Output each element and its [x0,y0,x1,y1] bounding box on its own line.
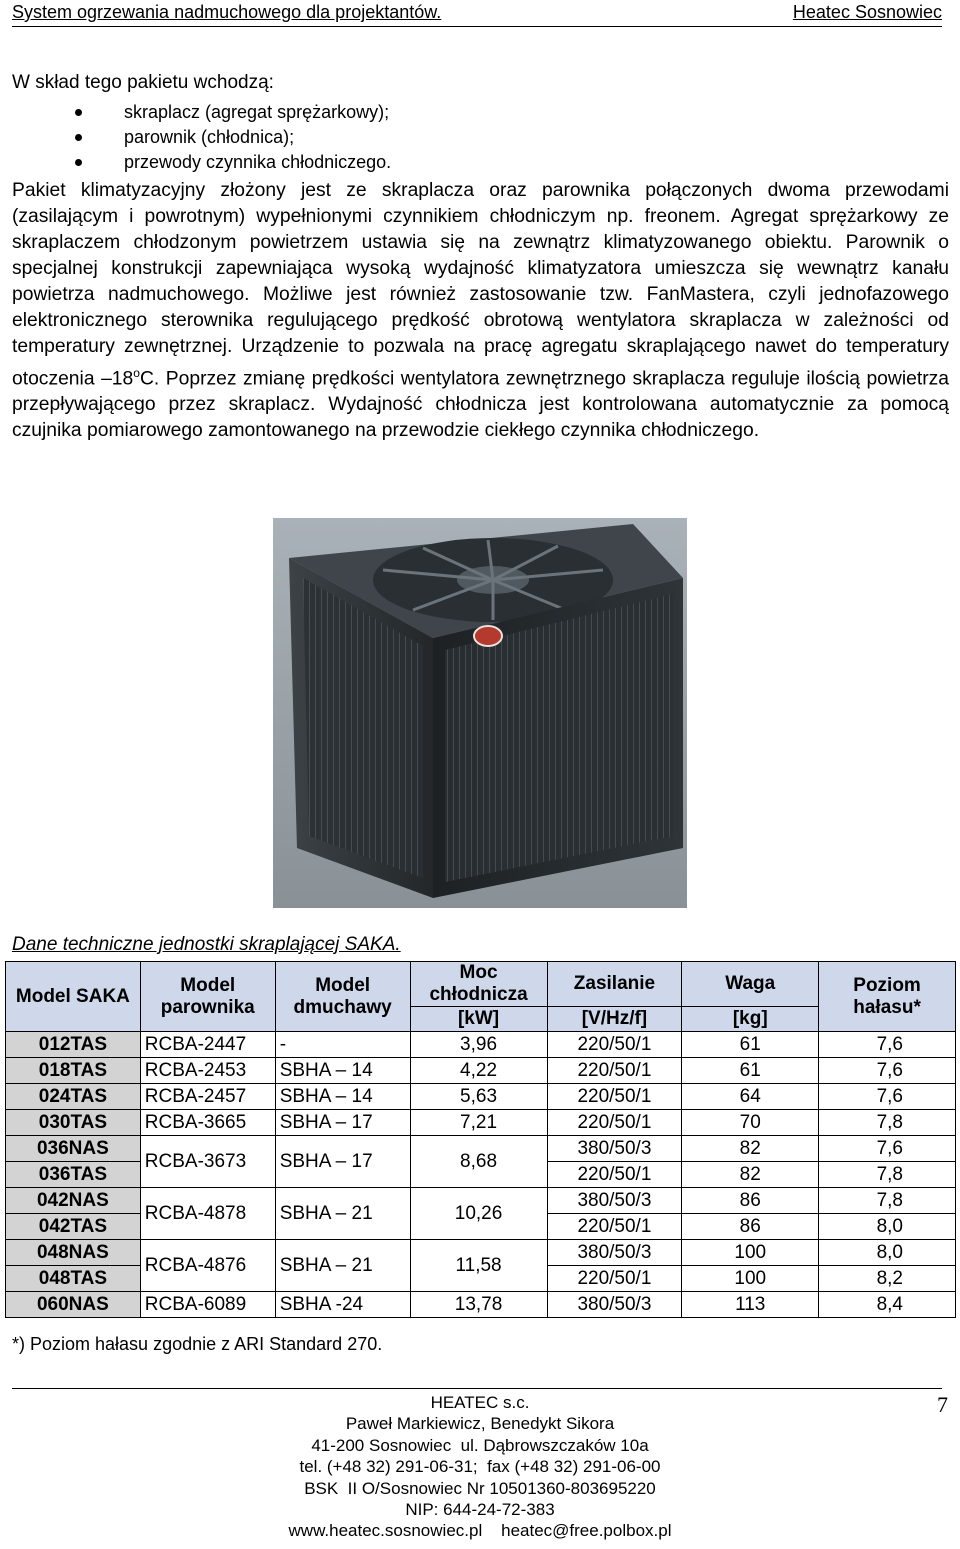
cell-model-saka: 048NAS [6,1240,141,1266]
bullet-icon [75,134,82,141]
cell-model-parownika: RCBA-2457 [140,1084,275,1110]
cell-model-saka: 042NAS [6,1188,141,1214]
cell-model-dmuchawy: SBHA – 21 [275,1188,410,1240]
cell-model-parownika: RCBA-3673 [140,1136,275,1188]
cell-waga: 64 [682,1084,819,1110]
footer-web: www.heatec.sosnowiec.pl heatec@free.polbox.pl [288,1521,672,1541]
cell-zasilanie: 220/50/1 [547,1110,682,1136]
cell-model-dmuchawy: - [275,1032,410,1058]
cell-waga: 100 [682,1266,819,1292]
cell-zasilanie: 220/50/1 [547,1162,682,1188]
cell-poziom: 8,0 [819,1214,956,1240]
cell-model-dmuchawy: SBHA – 21 [275,1240,410,1292]
cell-poziom: 7,8 [819,1162,956,1188]
cell-waga: 61 [682,1058,819,1084]
cell-poziom: 7,6 [819,1058,956,1084]
cell-waga: 86 [682,1214,819,1240]
cell-zasilanie: 220/50/1 [547,1058,682,1084]
cell-poziom: 7,8 [819,1110,956,1136]
table-caption: Dane techniczne jednostki skraplającej SAKA. [12,934,401,955]
unit-waga: [kg] [682,1007,819,1032]
cell-model-parownika: RCBA-2453 [140,1058,275,1084]
footnote: *) Poziom hałasu zgodnie z ARI Standard 270. [12,1334,383,1354]
cell-moc: 11,58 [410,1240,547,1292]
cell-waga: 61 [682,1032,819,1058]
cell-model-saka: 036TAS [6,1162,141,1188]
cell-zasilanie: 380/50/3 [547,1188,682,1214]
footer-bank: BSK II O/Sosnowiec Nr 10501360-803695220 [304,1478,656,1498]
cell-poziom: 7,8 [819,1188,956,1214]
cell-waga: 100 [682,1240,819,1266]
cell-model-saka: 012TAS [6,1032,141,1058]
table-row [6,1136,956,1162]
table-row [6,1032,956,1058]
header-zasilanie: Zasilanie [547,962,682,1007]
cell-poziom: 7,6 [819,1084,956,1110]
header-model-dmuchawy: Model dmuchawy [275,962,410,1032]
cell-zasilanie: 380/50/3 [547,1136,682,1162]
table-row [6,1110,956,1136]
footer-address: 41-200 Sosnowiec ul. Dąbrowszczaków 10a [311,1435,649,1455]
cell-waga: 82 [682,1162,819,1188]
cell-model-dmuchawy: SBHA – 17 [275,1110,410,1136]
header-poziom: Poziom hałasu* [819,962,956,1032]
cell-model-dmuchawy: SBHA – 17 [275,1136,410,1188]
list-item: skraplacz (agregat sprężarkowy); [0,100,391,125]
intro-text: W skład tego pakietu wchodzą: [12,72,274,93]
cell-model-dmuchawy: SBHA -24 [275,1292,410,1318]
header-model-saka: Model SAKA [6,962,141,1032]
cell-waga: 113 [682,1292,819,1318]
cell-model-parownika: RCBA-3665 [140,1110,275,1136]
page-number: 7 [937,1392,948,1417]
bullet-icon [75,109,82,116]
cell-model-saka: 024TAS [6,1084,141,1110]
cell-moc: 5,63 [410,1084,547,1110]
condensing-unit-photo [273,518,687,908]
cell-model-parownika: RCBA-4878 [140,1188,275,1240]
cell-moc: 13,78 [410,1292,547,1318]
table-row [6,1058,956,1084]
description-paragraph: Pakiet klimatyzacyjny złożony jest ze skraplacza oraz parownika połączonych dwoma przewodami (zasilającym i powrotnym) wypełnionymi czynnikiem chłodniczym np. freonem. Agregat sprężarkowy ze skraplaczem chłodzonym powietrzem ustawia się na zewnątrz klimatyzowanego obiektu. Parownik o specjalnej konstrukcji zapewniająca wysoką wydajność klimatyzatora umieszcza się wewnątrz kanału powietrza nadmuchowego. Możliwe jest również zastosowanie tzw. FanMastera, czyli jednofazowego elektronicznego sterownika regulującego prędkość obrotową wentylatora skraplacza w zależności od temperatury zewnętrznej. Urządzenie to pozwala na pracę agregatu skraplającego nawet do temperatury otoczenia –18$^o$C. Poprzez zmianę prędkości wentylatora zewnętrznego skraplacza reguluje ilością powietrza przepływającego przez skraplacz. Wydajność chłodnicza jest kontrolowana automatycznie za pomocą czujnika pomiarowego zamontowanego na przewodzie ciekłego czynnika chłodniczego. [12,180,949,442]
unit-moc: [kW] [410,1007,547,1032]
footer-nip: NIP: 644-24-72-383 [405,1500,555,1520]
cell-poziom: 8,4 [819,1292,956,1318]
cell-poziom: 8,0 [819,1240,956,1266]
table-row [6,1292,956,1318]
cell-zasilanie: 220/50/1 [547,1214,682,1240]
footer-divider [12,1388,942,1389]
header-model-parownika: Model parownika [140,962,275,1032]
cell-model-saka: 060NAS [6,1292,141,1318]
cell-model-saka: 036NAS [6,1136,141,1162]
header-moc: Moc chłodnicza [410,962,547,1007]
cell-model-parownika: RCBA-2447 [140,1032,275,1058]
package-items-list [0,100,391,175]
footer-phone: tel. (+48 32) 291-06-31; fax (+48 32) 291-06-00 [299,1457,661,1477]
cell-moc: 3,96 [410,1032,547,1058]
cell-moc: 4,22 [410,1058,547,1084]
list-item: parownik (chłodnica); [0,125,391,150]
cell-moc: 8,68 [410,1136,547,1188]
cell-model-saka: 030TAS [6,1110,141,1136]
list-item: przewody czynnika chłodniczego. [0,150,391,175]
header-company: Heatec Sosnowiec [792,2,942,22]
cell-model-saka: 048TAS [6,1266,141,1292]
footer-owners: Paweł Markiewicz, Benedykt Sikora [345,1414,615,1434]
bullet-icon [75,159,82,166]
header-waga: Waga [682,962,819,1007]
footer-company: HEATEC s.c. [430,1393,530,1412]
cell-model-parownika: RCBA-6089 [140,1292,275,1318]
unit-zasilanie: [V/Hz/f] [547,1007,682,1032]
cell-zasilanie: 220/50/1 [547,1084,682,1110]
table-row [6,1188,956,1214]
cell-poziom: 7,6 [819,1136,956,1162]
cell-zasilanie: 220/50/1 [547,1266,682,1292]
cell-model-saka: 018TAS [6,1058,141,1084]
cell-model-dmuchawy: SBHA – 14 [275,1058,410,1084]
cell-poziom: 7,6 [819,1032,956,1058]
cell-model-parownika: RCBA-4876 [140,1240,275,1292]
cell-waga: 70 [682,1110,819,1136]
table-row [6,1240,956,1266]
cell-model-dmuchawy: SBHA – 14 [275,1084,410,1110]
page-footer [0,1392,960,1542]
cell-zasilanie: 220/50/1 [547,1032,682,1058]
cell-zasilanie: 380/50/3 [547,1240,682,1266]
header-title: System ogrzewania nadmuchowego dla projektantów. [12,2,442,22]
cell-zasilanie: 380/50/3 [547,1292,682,1318]
table-row [6,1084,956,1110]
cell-poziom: 8,2 [819,1266,956,1292]
cell-waga: 82 [682,1136,819,1162]
technical-data-table [5,961,956,1318]
cell-model-saka: 042TAS [6,1214,141,1240]
cell-moc: 10,26 [410,1188,547,1240]
cell-moc: 7,21 [410,1110,547,1136]
cell-waga: 86 [682,1188,819,1214]
table-body [6,1032,956,1318]
page-header [12,0,942,27]
